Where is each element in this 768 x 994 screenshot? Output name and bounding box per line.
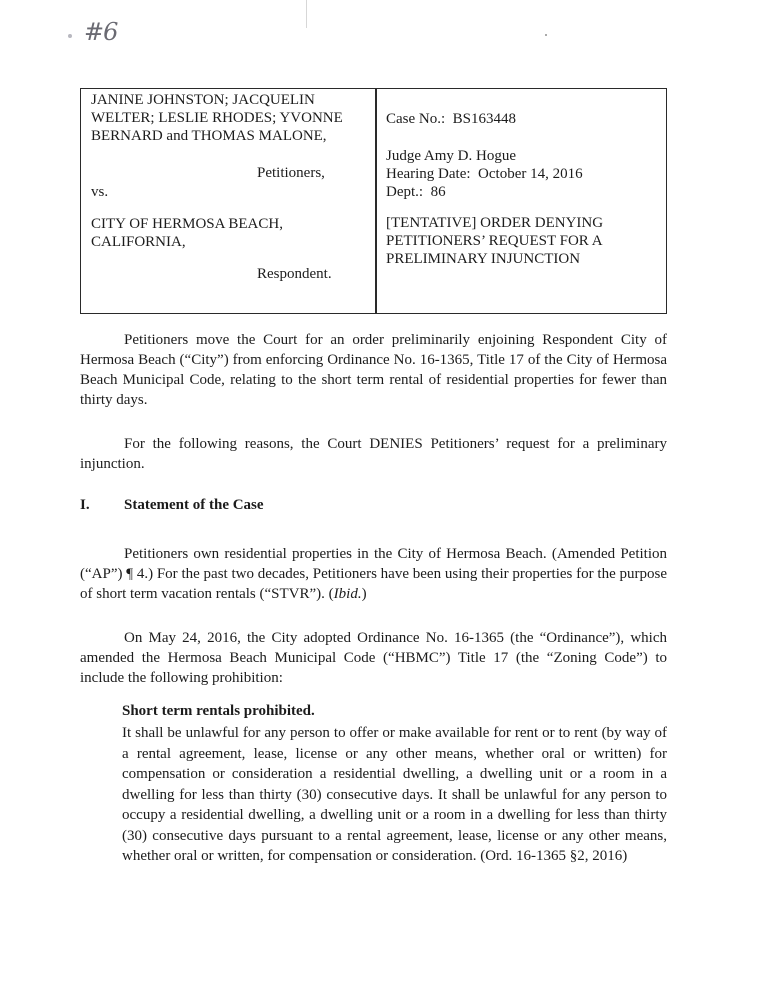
paragraph-motion: Petitioners move the Court for an order preliminarily enjoining Respondent City of Hermosa Beach (“City”) from enforcing Ordinance No. 16-1365, Title 17 of the City of Hermosa Beach Municipal Code, relating to the short term rental of residential properties for fewer than thirty days. xyxy=(80,332,667,408)
background-text: Petitioners own residential properties in the City of Hermosa Beach. (Amended Petition (“AP”) ¶ 4.) For the past two decades, Petitioners have been using their properties for the purpose of short term vacation rentals (“STVR”). ( xyxy=(80,546,667,602)
judge-hearing-info: Judge Amy D. Hogue Hearing Date: October 14, 2016 Dept.: 86 xyxy=(386,148,583,200)
section-heading: Statement of the Case xyxy=(124,497,264,513)
quote-title: Short term rentals prohibited. xyxy=(122,703,315,719)
paragraph-background xyxy=(80,544,667,604)
petitioners-label: Petitioners, xyxy=(257,165,325,181)
paragraph-ruling: For the following reasons, the Court DENIES Petitioners’ request for a preliminary injunction. xyxy=(80,436,667,472)
scan-artifact-line xyxy=(306,0,307,28)
case-caption-box xyxy=(80,88,667,314)
section-number: I. xyxy=(80,497,90,513)
respondent-name: CITY OF HERMOSA BEACH, CALIFORNIA, xyxy=(91,216,283,250)
respondent-label: Respondent. xyxy=(257,266,332,282)
background-text-end: ) xyxy=(361,586,367,602)
scan-artifact-dot xyxy=(68,34,72,38)
case-number: Case No.: BS163448 xyxy=(386,111,517,127)
citation-ibid: Ibid. xyxy=(333,586,362,602)
paragraph-ordinance: On May 24, 2016, the City adopted Ordinance No. 16-1365 (the “Ordinance”), which amended the Hermosa Beach Municipal Code (“HBMC”) Title 17 (the “Zoning Code”) to include the following prohibition: xyxy=(80,630,667,686)
petitioner-names: JANINE JOHNSTON; JACQUELIN WELTER; LESLIE RHODES; YVONNE BERNARD and THOMAS MALONE, xyxy=(91,92,343,144)
handwritten-mark: #6 xyxy=(84,18,118,46)
order-title: [TENTATIVE] ORDER DENYING PETITIONERS’ REQUEST FOR A PRELIMINARY INJUNCTION xyxy=(386,215,604,267)
quote-body: It shall be unlawful for any person to offer or make available for rent or to rent (by way of a rental agreement, lease, license or any other means, whether oral or written) for compensation or consideration a residential dwelling, a dwelling unit or a room in a dwelling for less than thirty (30) consecutive days. It shall be unlawful for any person to occupy a residential dwelling, a dwelling unit or a room in a dwelling for less than thirty (30) consecutive days pursuant to a rental agreement, lease, license or any other means, whether oral or written, for compensation or consideration. (Ord. 16-1365 §2, 2016) xyxy=(122,725,667,864)
versus-label: vs. xyxy=(91,184,109,200)
caption-divider xyxy=(375,88,377,314)
scan-artifact-dot xyxy=(545,34,547,36)
